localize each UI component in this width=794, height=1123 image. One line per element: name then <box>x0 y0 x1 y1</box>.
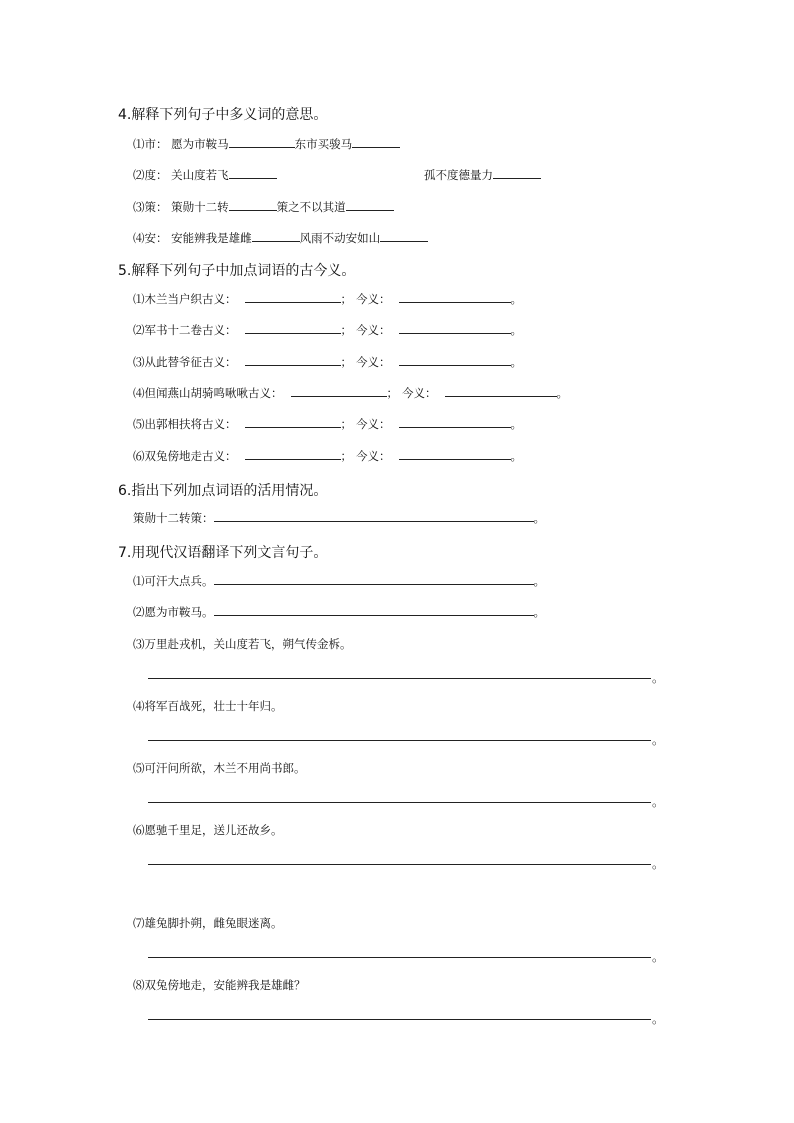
answer-blank[interactable] <box>214 573 534 585</box>
item-number: ⑴ <box>133 574 145 588</box>
jin-answer-blank[interactable] <box>399 354 511 366</box>
end-mark: 。 <box>533 605 545 619</box>
jin-answer-blank[interactable] <box>399 448 511 460</box>
item-number: ⑺ <box>133 916 145 930</box>
q7-item-5 <box>133 760 306 776</box>
item-number: ⑶ <box>133 355 145 369</box>
separator: ； <box>340 323 352 337</box>
item-text: 双兔傍地走，安能辨我是雄雌？ <box>144 978 306 992</box>
item-number: ⑷ <box>133 699 145 713</box>
jin-label: 今义： <box>356 292 391 306</box>
answer-line[interactable] <box>148 1018 651 1020</box>
gu-label: 古义： <box>202 292 237 306</box>
end-mark: 。 <box>533 574 545 588</box>
q6-item <box>133 510 545 526</box>
item-text: 万里赴戎机，关山度若飞，朔气传金柝。 <box>144 637 352 651</box>
item-text: 双兔傍地走 <box>144 449 202 463</box>
gu-label: 古义： <box>202 417 237 431</box>
item-number: ⑵ <box>133 323 145 337</box>
item-text: 可汗大点兵。 <box>144 574 214 588</box>
item-text: 木兰当户织 <box>144 292 202 306</box>
end-mark: 。 <box>510 292 522 306</box>
answer-blank[interactable] <box>229 199 277 211</box>
answer-blank[interactable] <box>380 230 428 242</box>
item-number: ⑹ <box>133 449 145 463</box>
q5-item-3 <box>133 354 522 370</box>
q7-item-8 <box>133 977 306 993</box>
answer-blank[interactable] <box>229 167 277 179</box>
answer-blank[interactable] <box>352 136 400 148</box>
gu-label: 古义： <box>248 386 283 400</box>
sentence-a: 安能辨我是雄雌 <box>171 231 252 245</box>
gu-answer-blank[interactable] <box>245 291 341 303</box>
separator: ； <box>340 417 352 431</box>
item-number: ⑴ <box>133 137 145 151</box>
q5-item-4 <box>133 385 568 401</box>
q7-item-1 <box>133 573 545 589</box>
sentence-b: 风雨不动安如山 <box>299 231 381 245</box>
separator: ； <box>340 449 352 463</box>
item-text: 出郭相扶将 <box>144 417 202 431</box>
answer-line[interactable] <box>148 956 651 958</box>
item-number: ⑹ <box>133 823 145 837</box>
end-mark: 。 <box>510 449 522 463</box>
item-text: 愿驰千里足，送儿还故乡。 <box>144 823 283 837</box>
item-text: 军书十二卷 <box>144 323 202 337</box>
gu-answer-blank[interactable] <box>291 385 387 397</box>
q4-item-1 <box>133 136 400 152</box>
end-mark: 。 <box>652 950 665 964</box>
end-mark: 。 <box>652 671 665 685</box>
item-label: 度： <box>144 168 168 182</box>
jin-label: 今义： <box>402 386 437 400</box>
item-text: 愿为市鞍马。 <box>144 605 214 619</box>
item-number: ⑷ <box>133 386 145 400</box>
end-mark: 。 <box>556 386 568 400</box>
item-number: ⑵ <box>133 605 145 619</box>
item-number: ⑶ <box>133 637 145 651</box>
q4-item-2b <box>424 167 541 183</box>
q7-title: 7.用现代汉语翻译下列文言句子。 <box>118 545 328 561</box>
gu-label: 古义： <box>202 355 237 369</box>
q7-item-2 <box>133 604 545 620</box>
end-mark: 。 <box>652 857 665 871</box>
answer-blank[interactable] <box>346 199 394 211</box>
jin-answer-blank[interactable] <box>399 291 511 303</box>
end-mark: 。 <box>652 733 665 747</box>
q4-item-3 <box>133 199 394 215</box>
item-label: 安： <box>144 231 168 245</box>
jin-answer-blank[interactable] <box>399 416 511 428</box>
end-mark: 。 <box>652 1012 665 1026</box>
answer-blank[interactable] <box>252 230 300 242</box>
jin-label: 今义： <box>356 417 391 431</box>
separator: ； <box>340 355 352 369</box>
q5-item-6 <box>133 448 522 464</box>
sentence-a: 关山度若飞 <box>171 168 229 182</box>
gu-answer-blank[interactable] <box>245 354 341 366</box>
end-mark: 。 <box>533 511 545 525</box>
sentence-a: 愿为市鞍马 <box>171 137 229 151</box>
answer-line[interactable] <box>148 677 651 679</box>
sentence-b: 孤不度德量力 <box>424 168 493 182</box>
item-text: 策勋十二转策： <box>133 511 214 525</box>
separator: ； <box>386 386 398 400</box>
q5-item-1 <box>133 291 522 307</box>
item-text: 但闻燕山胡骑鸣啾啾 <box>144 386 248 400</box>
end-mark: 。 <box>510 417 522 431</box>
item-text: 雄兔脚扑朔，雌兔眼迷离。 <box>144 916 283 930</box>
answer-blank[interactable] <box>493 167 541 179</box>
answer-blank[interactable] <box>229 136 295 148</box>
gu-label: 古义： <box>202 449 237 463</box>
q7-item-6 <box>133 822 283 838</box>
q4-item-2 <box>133 167 277 183</box>
q4-item-4 <box>133 230 428 246</box>
end-mark: 。 <box>510 355 522 369</box>
gu-label: 古义： <box>202 323 237 337</box>
end-mark: 。 <box>652 795 665 809</box>
answer-line[interactable] <box>148 739 651 741</box>
item-number: ⑶ <box>133 200 145 214</box>
sentence-b: 东市买骏马 <box>294 137 353 151</box>
q5-item-5 <box>133 416 522 432</box>
sentence-b: 策之不以其道 <box>276 200 346 214</box>
item-number: ⑸ <box>133 761 145 775</box>
q5-title: 5.解释下列句子中加点词语的古今义。 <box>118 263 356 279</box>
item-text: 可汗问所欲，木兰不用尚书郎。 <box>144 761 306 775</box>
answer-line[interactable] <box>148 801 651 803</box>
item-label: 市： <box>144 137 168 151</box>
end-mark: 。 <box>510 323 522 337</box>
item-number: ⑷ <box>133 231 145 245</box>
q7-item-7 <box>133 915 283 931</box>
item-number: ⑸ <box>133 417 145 431</box>
q5-item-2 <box>133 322 522 338</box>
item-number: ⑻ <box>133 978 145 992</box>
answer-line[interactable] <box>148 863 651 865</box>
jin-label: 今义： <box>356 323 391 337</box>
q7-item-3 <box>133 636 352 652</box>
jin-answer-blank[interactable] <box>399 322 511 334</box>
jin-answer-blank[interactable] <box>445 385 557 397</box>
sentence-a: 策勋十二转 <box>171 200 229 214</box>
gu-answer-blank[interactable] <box>245 448 341 460</box>
separator: ； <box>340 292 352 306</box>
item-number: ⑵ <box>133 168 145 182</box>
q7-item-4 <box>133 698 283 714</box>
answer-blank[interactable] <box>214 510 534 522</box>
item-text: 将军百战死，壮士十年归。 <box>144 699 283 713</box>
answer-blank[interactable] <box>214 604 534 616</box>
gu-answer-blank[interactable] <box>245 416 341 428</box>
q4-title: 4.解释下列句子中多义词的意思。 <box>118 107 328 123</box>
gu-answer-blank[interactable] <box>245 322 341 334</box>
jin-label: 今义： <box>356 355 391 369</box>
item-label: 策： <box>144 200 168 214</box>
item-number: ⑴ <box>133 292 145 306</box>
q6-title: 6.指出下列加点词语的活用情况。 <box>118 483 328 499</box>
jin-label: 今义： <box>356 449 391 463</box>
item-text: 从此替爷征 <box>144 355 202 369</box>
